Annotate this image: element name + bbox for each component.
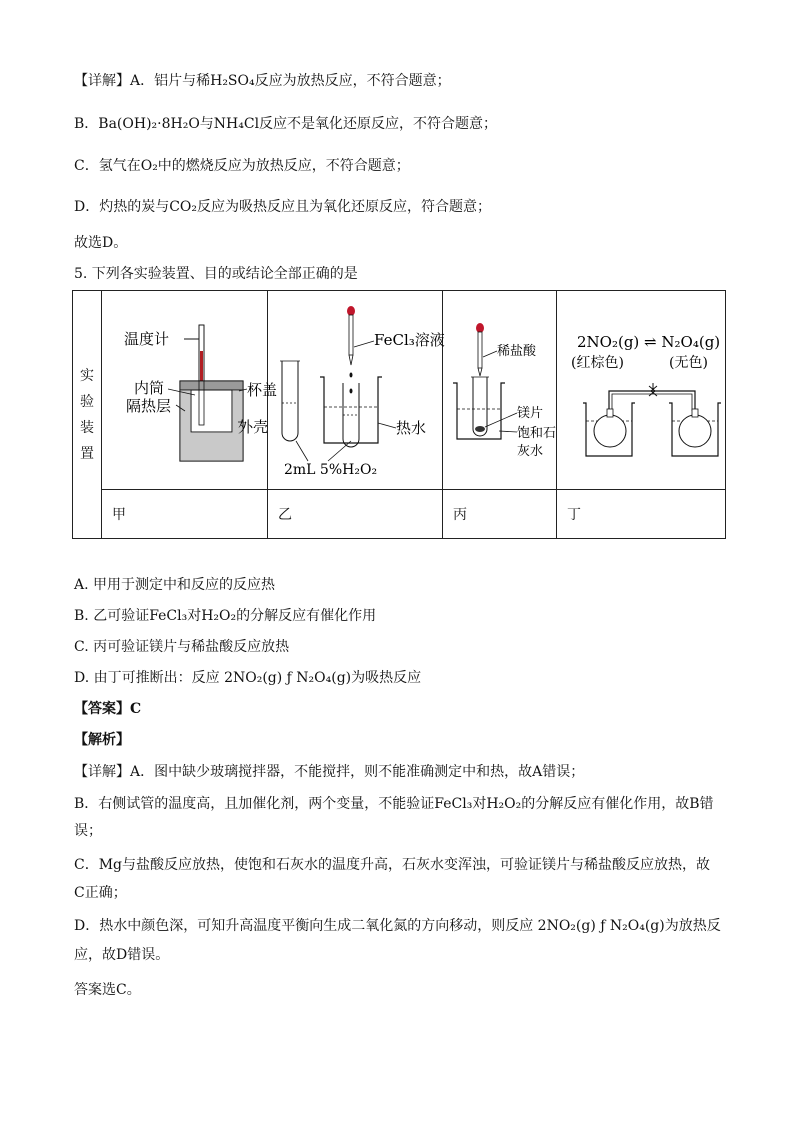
catalysis-diagram [268, 291, 445, 489]
detail-line-a: 【详解】A．铝片与稀H₂SO₄反应为放热反应，不符合题意； [74, 73, 451, 89]
fecl3-label: FeCl₃溶液 [374, 331, 445, 349]
question-stem: 5. 下列各实验装置、目的或结论全部正确的是 [74, 266, 358, 282]
detail-conclusion: 故选D。 [74, 235, 128, 251]
apparatus-ding [557, 291, 726, 490]
equation-label: 2NO₂(g) ⇌ N₂O₄(g) [577, 333, 721, 351]
apparatus-yi [268, 291, 443, 490]
analysis-line: D．热水中颜色深，可知升高温度平衡向生成二氧化氮的方向移动，则反应 2NO₂(g) ƒ N₂O₄(g)为放热反 [74, 918, 721, 934]
analysis-line: 【详解】A．图中缺少玻璃搅拌器，不能搅拌，则不能准确测定中和热，故A错误； [74, 764, 585, 780]
analysis-conclusion: 答案选C。 [74, 982, 141, 998]
analysis-line: 误； [74, 823, 102, 839]
analysis-line: C正确； [74, 885, 127, 901]
detail-line-b: B．Ba(OH)₂·8H₂O与NH₄Cl反应不是氧化还原反应，不符合题意； [74, 116, 498, 132]
mg-label: 镁片 [517, 406, 544, 421]
label-jia: 甲 [102, 490, 268, 539]
shell-label: 外壳 [238, 418, 269, 436]
option-d: D. 由丁可推断出：反应 2NO₂(g) ƒ N₂O₄(g)为吸热反应 [74, 670, 422, 686]
insulation-label: 隔热层 [126, 397, 172, 415]
calorimeter-diagram [102, 291, 278, 489]
limewater-label-1: 饱和石 [517, 426, 557, 441]
detail-line-d: D．灼热的炭与CO₂反应为吸热反应且为氧化还原反应，符合题意； [74, 199, 492, 215]
option-a: A. 甲用于测定中和反应的反应热 [74, 577, 276, 593]
answer-label: 【答案】C [74, 701, 142, 717]
thermometer-label: 温度计 [124, 330, 170, 348]
analysis-line: 应，故D错误。 [74, 947, 170, 963]
row-header: 实 验 装 置 [73, 291, 102, 539]
red-brown-label: (红棕色) [571, 355, 624, 371]
equilibrium-diagram [557, 291, 725, 489]
apparatus-table [72, 290, 726, 539]
hot-water-label: 热水 [396, 419, 427, 437]
analysis-line: C．Mg与盐酸反应放热，使饱和石灰水的温度升高，石灰水变浑浊，可验证镁片与稀盐酸反应放热，故 [74, 857, 711, 873]
label-yi: 乙 [268, 490, 443, 539]
analysis-line: B．右侧试管的温度高，且加催化剂，两个变量，不能验证FeCl₃对H₂O₂的分解反应有催化作用，故B错 [74, 796, 714, 812]
h2o2-label: 2mL 5%H₂O₂ [284, 462, 378, 478]
apparatus-jia [102, 291, 278, 490]
apparatus-bing [443, 291, 557, 490]
option-b: B. 乙可验证FeCl₃对H₂O₂的分解反应有催化作用 [74, 608, 377, 624]
detail-line-c: C．氢气在O₂中的燃烧反应为放热反应，不符合题意； [74, 158, 410, 174]
analysis-label: 【解析】 [74, 732, 130, 748]
label-bing: 丙 [443, 490, 557, 539]
colorless-label: (无色) [669, 355, 708, 371]
inner-label: 内筒 [134, 379, 165, 397]
magnesium-diagram [443, 291, 556, 489]
limewater-label-2: 灰水 [517, 444, 544, 459]
label-ding: 丁 [557, 490, 726, 539]
option-c: C. 丙可验证镁片与稀盐酸反应放热 [74, 639, 290, 655]
acid-label: 稀盐酸 [497, 344, 537, 359]
lid-label: 杯盖 [247, 381, 278, 399]
